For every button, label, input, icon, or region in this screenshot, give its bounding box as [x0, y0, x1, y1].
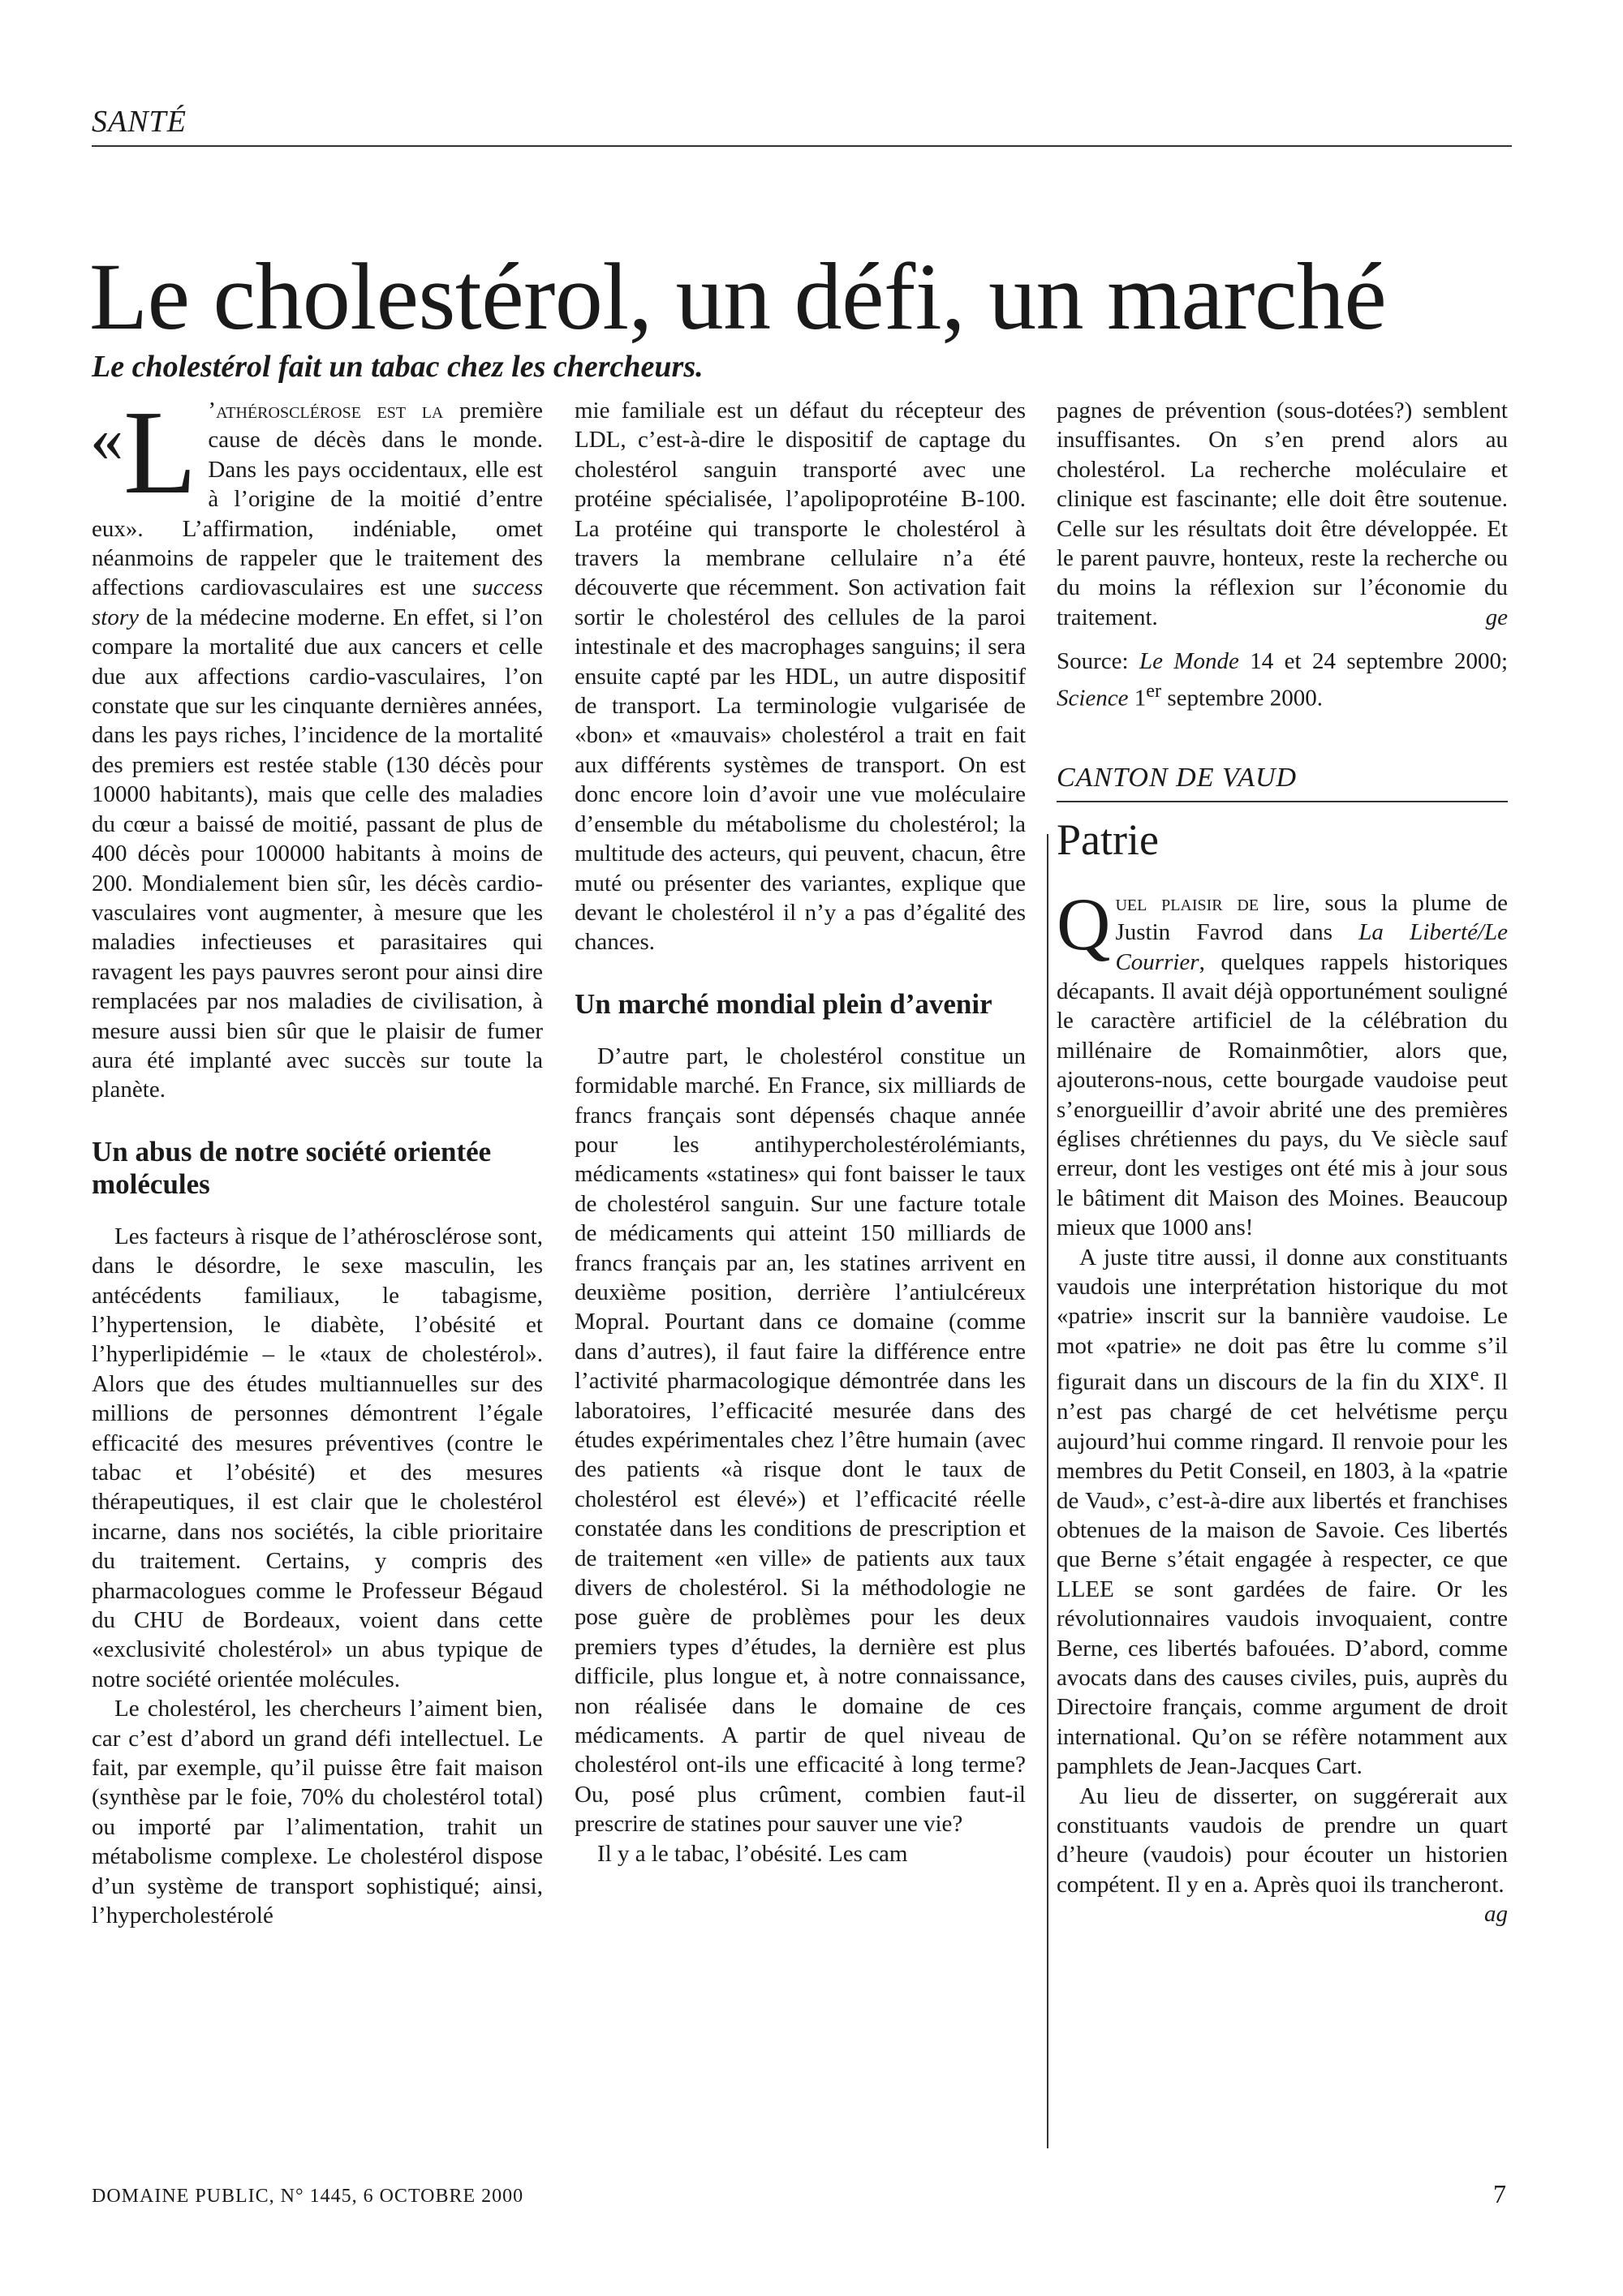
- article-column-2: [575, 396, 1026, 1868]
- sidebar-title: Patrie: [1057, 815, 1159, 864]
- section-label: SANTÉ: [92, 105, 187, 139]
- article-column-3: [1057, 396, 1508, 1929]
- sidebar-paragraph-2: [1057, 1243, 1508, 1782]
- sidebar-section-label: CANTON DE VAUD: [1057, 762, 1298, 793]
- paragraph-text: . Il n’est pas chargé de cet helvétisme perçu aujourd’hui comme ringard. Il renvoie pour les membres du Petit Conseil, en 1803, à la «patrie de Vaud», c’est-à-dire aux libertés et franchises obtenues de la maison de Savoie. Ces libertés que Berne s’était engagée à respecter, ce que LLEE se sont gardées de faire. Or les révolutionnaires vaudois invoquaient, contre Berne, ces libertés bafouées. D’abord, comme avocats dans des causes civiles, puis, auprès du Directoire français, comme argument de droit international. Qu’on se réfère notamment aux pamphlets de Jean-Jacques Cart.: [1057, 1369, 1508, 1780]
- article-paragraph-2: Les facteurs à risque de l’athérosclérose sont, dans le désordre, le sexe masculin, les antécédents familiaux, le tabagisme, l’hypertension, le diabète, l’obésité et l’hyperlipidémie – le «taux de cholestérol». Alors que des études multiannuelles sur des millions de personnes démontrent l’égale efficacité des mesures préventives (contre le tabac et l’obésité) et des mesures thérapeutiques, il est clair que le cholestérol incarne, dans nos sociétés, la cible prioritaire du traitement. Certains, y compris des pharmacologues comme le Professeur Bégaud du CHU de Bordeaux, voient dans cette «exclusivité cholestérol» un abus typique de notre société orientée molécules.: [92, 1223, 543, 1692]
- paragraph-text: , quelques rappels historiques décapants. Il avait déjà opportunément souligné le caractère artificiel de la célébration du millénaire de Romainmôtier, alors que, ajouterons-nous, cette bourgade vaudoise peut s’enorgueillir d’avoir abrité une des premières églises chrétiennes du pays, du Ve siècle sauf erreur, dont les vestiges ont été mis à jour sous le bâtiment dit Maison des Moines. Beaucoup mieux que 1000 ans!: [1057, 948, 1508, 1241]
- article-source: [1057, 647, 1508, 712]
- source-text: 14 et 24 septembre 2000;: [1238, 648, 1508, 675]
- sidebar-vertical-rule: [1047, 834, 1048, 2148]
- paragraph-text: Au lieu de disserter, on suggérerait aux constituants vaudois de prendre un quart d’heure (vaudois) pour écouter un historien compétent. Il y en a. Après quoi ils trancheront.: [1057, 1782, 1508, 1898]
- article-paragraph-1: [90, 386, 544, 1105]
- paragraph-text: première cause de décès dans le monde. Dans les pays occidentaux, elle est à l’origine de la moitié d’entre eux». L’affirmation, indéniable, omet néanmoins de rappeler que le traitement des affections cardiovasculaires est une: [92, 398, 544, 601]
- paragraph-superscript: e: [1470, 1364, 1479, 1387]
- source-text: Source:: [1057, 648, 1139, 675]
- article-paragraph-4: D’autre part, le cholestérol constitue un formidable marché. En France, six milliards de francs français sont dépensés chaque année pour les antihypercholestérolémiants, médicaments «statines» qui font baisser le taux de cholestérol sanguin. Sur une facture totale de médicaments qui atteint 150 milliards de francs français par an, les statines arrivent en deuxième position, derrière l’antiulcéreux Mopral. Pourtant dans ce domaine (comme dans d’autres), il faut faire la différence entre l’activité pharmacologique démontrée dans les laboratoires, l’efficacité mesurée dans des études expérimentales chez l’être humain (avec des patients «à risque dont le taux de cholestérol est élevé») et l’efficacité réelle constatée dans les conditions de prescription et de traitement «en ville» de patients aux taux divers de cholestérol. Si la méthodologie ne pose guère de problèmes pour les deux premiers types d’études, la dernière est plus difficile, plus longue et, à notre connaissance, non réalisée dans le domaine de ces médicaments. A partir de quel niveau de cholestérol ont-ils une efficacité à long terme? Ou, posé plus crûment, combien faut-il prescrire de statines pour sauver une vie?: [575, 1043, 1026, 1838]
- sidebar-drop-cap: Q: [1057, 882, 1111, 965]
- page-number: 7: [1493, 2179, 1506, 2208]
- subheading-2: Un marché mondial plein d’avenir: [575, 987, 992, 1020]
- paragraph-italic: La Liberté/Le Courrier: [1115, 919, 1508, 975]
- sidebar-signature: ag: [1484, 1901, 1508, 1928]
- top-rule: [92, 145, 1512, 147]
- article-column-1: [90, 386, 544, 1931]
- article-paragraph-5-cont: [1057, 396, 1508, 632]
- drop-cap: L: [123, 386, 197, 519]
- footer-publication: DOMAINE PUBLIC, N° 1445, 6 OCTOBRE 2000: [92, 2186, 524, 2207]
- subheading-1: Un abus de notre société orientée molécules: [92, 1135, 492, 1200]
- sidebar-paragraph-1: [1057, 882, 1508, 1243]
- author-signature: ge: [1485, 604, 1508, 630]
- source-italic: Science: [1057, 685, 1129, 712]
- article-paragraph-3-cont: mie familiale est un défaut du récepteur des LDL, c’est-à-dire le dispositif de captage du cholestérol sanguin transporté avec une protéine spécialisée, l’apolipoprotéine B-100. La protéine qui transporte le cholestérol à travers la membrane cellulaire n’a été découverte que récemment. Son activation fait sortir le cholestérol des cellules de la paroi intestinale et des macrophages sanguins; il sera ensuite capté par les HDL, un autre dispositif de transport. La terminologie vulgarisée de «bon» et «mauvais» cholestérol a trait en fait aux différents systèmes de transport. On est donc encore loin d’avoir une vue moléculaire d’ensemble du métabolisme du cholestérol; la multitude des acteurs, qui peuvent, chacun, être muté ou présenter des variantes, explique que devant le cholestérol il n’y a pas d’égalité des chances.: [575, 398, 1026, 956]
- paragraph-text: A juste titre aussi, il donne aux constituants vaudois une interprétation historique du mot «patrie» inscrit sur la bannière vaudoise. Le mot «patrie» ne doit pas être lu comme s’il figurait dans un discours de la fin du XIX: [1057, 1244, 1508, 1395]
- paragraph-italic: success story: [92, 574, 543, 630]
- source-text: septembre 2000.: [1161, 685, 1323, 712]
- opening-quote: «: [90, 402, 123, 475]
- sidebar-rule: [1057, 801, 1508, 802]
- paragraph-text: de la médecine moderne. En effet, si l’on compare la mortalité due aux cancers et celle due aux affections cardio-vasculaires, l’on constate que sur les cinquante dernières années, dans les pays riches, l’incidence de la mortalité des premiers est restée stable (130 décès pour 10000 habitants), mais que celle des maladies du cœur a baissé de moitié, passant de plus de 400 décès pour 100000 habitants à moins de 200. Mondialement bien sûr, les décès cardio-vasculaires vont augmenter, à mesure que les maladies infectieuses et parasitaires qui ravagent les pays pauvres seront pour ainsi dire remplacées par nos maladies de civilisation, à mesure aussi bien sûr que le plaisir de fumer aura été implanté avec succès sur toute la planète.: [92, 604, 543, 1103]
- article-paragraph-3-start: Le cholestérol, les chercheurs l’aiment bien, car c’est d’abord un grand défi intellectuel. Le fait, par exemple, qu’il puisse être fait maison (synthèse par le foie, 70% du cholestérol total) ou importé par l’alimentation, trahit un métabolisme complexe. Le cholestérol dispose d’un système de transport sophistiqué; ainsi, l’hypercholestérolé: [92, 1696, 543, 1929]
- sidebar-paragraph-3: [1057, 1782, 1508, 1928]
- paragraph-text: lire, sous la plume de Justin Favrod dans: [1115, 889, 1508, 946]
- paragraph-text: pagnes de prévention (sous-dotées?) semblent insuffisantes. On s’en prend alors au cholestérol. La recherche moléculaire et clinique est fascinante; elle doit être soutenue. Celle sur les résultats doit être développée. Et le parent pauvre, honteux, reste la recherche ou du moins la réflexion sur l’économie du traitement.: [1057, 398, 1508, 630]
- source-superscript: er: [1146, 679, 1162, 702]
- paragraph-smallcaps: ’athérosclérose est la: [208, 398, 444, 424]
- article-paragraph-5-start: Il y a le tabac, l’obésité. Les cam: [597, 1840, 908, 1867]
- article-title: Le cholestérol, un défi, un marché: [89, 243, 1387, 350]
- article-lead: Le cholestérol fait un tabac chez les chercheurs.: [92, 350, 704, 384]
- paragraph-smallcaps: uel plaisir de: [1115, 889, 1259, 916]
- source-text: 1: [1128, 685, 1147, 712]
- source-italic: Le Monde: [1139, 648, 1239, 675]
